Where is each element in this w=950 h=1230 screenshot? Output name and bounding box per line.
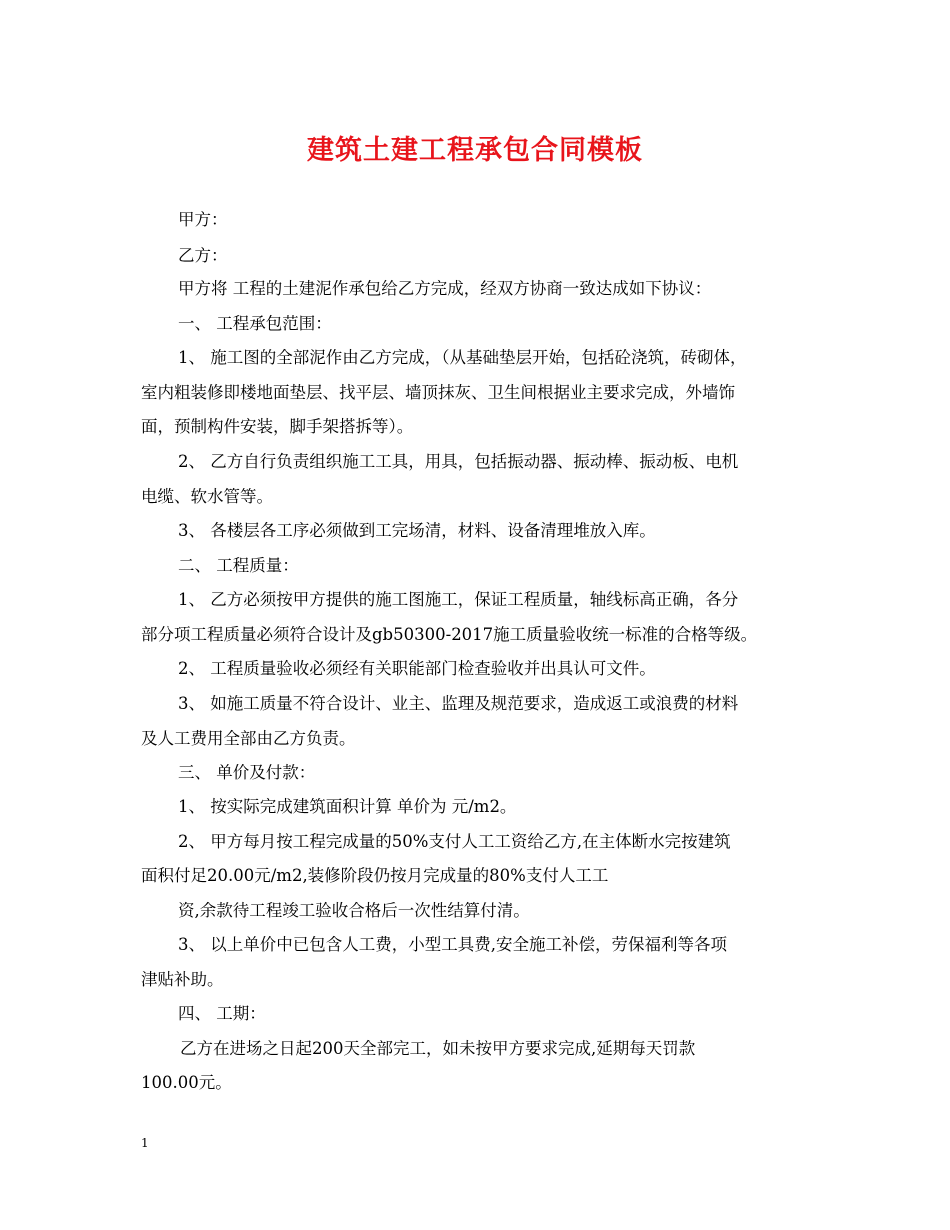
text-line: 乙方： — [178, 246, 228, 265]
text-line: 乙方在进场之日起200天全部完工，如未按甲方要求完成,延期每天罚款 — [180, 1039, 696, 1058]
text-line: 100.00元。 — [141, 1073, 232, 1092]
text-line: 及人工费用全部由乙方负责。 — [141, 729, 356, 748]
text-line: 1、 乙方必须按甲方提供的施工图施工，保证工程质量，轴线标高正确，各分 — [178, 590, 739, 609]
text-line: 1、 按实际完成建筑面积计算 单价为 元/m2。 — [178, 797, 517, 816]
text-line: 资,余款待工程竣工验收合格后一次性结算付清。 — [178, 901, 530, 920]
text-line: 2、 乙方自行负责组织施工工具，用具，包括振动器、振动棒、振动板、电机 — [178, 452, 739, 471]
text-line: 面，预制构件安装，脚手架搭拆等）。 — [141, 417, 414, 436]
text-line: 2、 工程质量验收必须经有关职能部门检查验收并出具认可文件。 — [178, 659, 656, 678]
section-heading: 一、 工程承包范围： — [178, 314, 332, 333]
text-line: 甲方将 工程的土建泥作承包给乙方完成，经双方协商一致达成如下协议： — [178, 279, 712, 298]
text-line: 面积付足20.00元/m2,装修阶段仍按月完成量的80%支付人工工 — [141, 866, 609, 885]
text-line: 1、 施工图的全部泥作由乙方完成，（从基础垫层开始，包括砼浇筑，砖砌体， — [178, 348, 747, 367]
text-line: 津贴补助。 — [141, 970, 224, 989]
document-title: 建筑土建工程承包合同模板 — [307, 135, 643, 166]
section-heading: 四、 工期： — [178, 1004, 266, 1023]
text-line: 2、 甲方每月按工程完成量的50%支付人工工资给乙方,在主体断水完按建筑 — [178, 832, 731, 851]
text-line: 室内粗装修即楼地面垫层、找平层、墙顶抹灰、卫生间根据业主要求完成，外墙饰 — [141, 383, 735, 402]
text-line: 3、 各楼层各工序必须做到工完场清，材料、设备清理堆放入库。 — [178, 521, 656, 540]
text-line: 部分项工程质量必须符合设计及gb50300-2017施工质量验收统一标准的合格等级。 — [141, 625, 758, 644]
section-heading: 三、 单价及付款： — [178, 763, 316, 782]
text-line: 3、 如施工质量不符合设计、业主、监理及规范要求，造成返工或浪费的材料 — [178, 694, 739, 713]
text-line: 电缆、软水管等。 — [141, 487, 273, 506]
section-heading: 二、 工程质量： — [178, 556, 299, 575]
text-line: 甲方： — [178, 210, 228, 229]
page-number: 1 — [141, 1136, 149, 1150]
text-line: 3、 以上单价中已包含人工费，小型工具费,安全施工补偿，劳保福利等各项 — [178, 935, 727, 954]
